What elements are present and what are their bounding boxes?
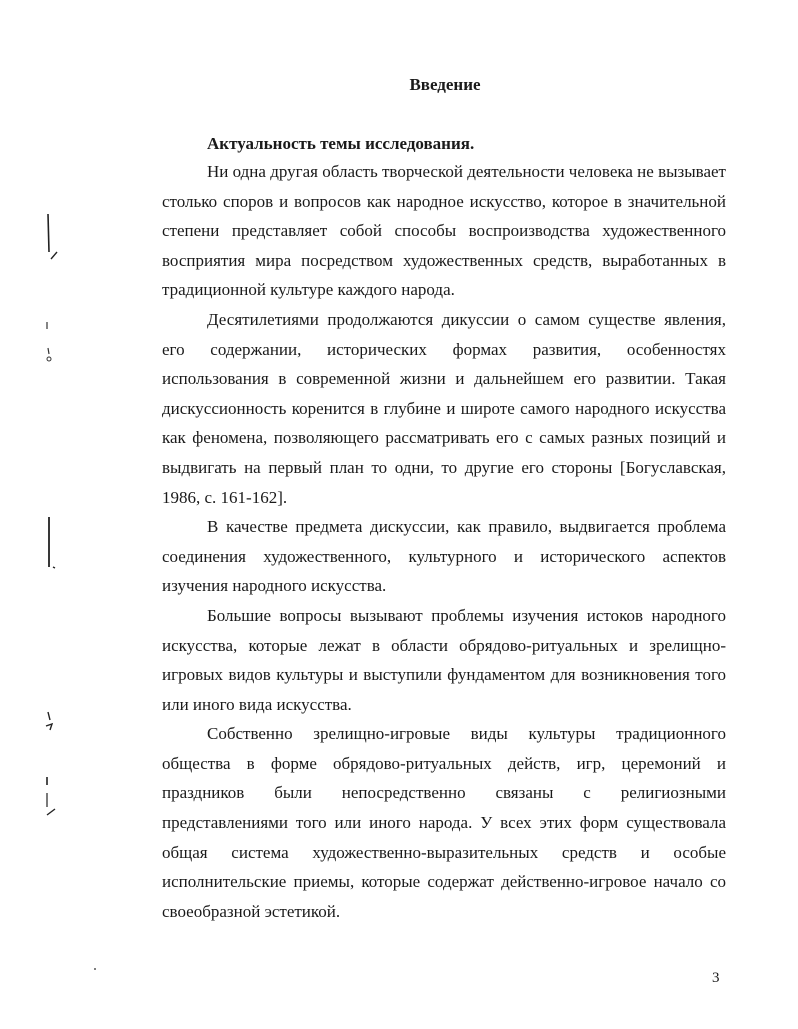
section-heading: Актуальность темы исследования.	[207, 134, 475, 153]
paragraph: Ни одна другая область творческой деятельности человека не вызывает столько споров и вопросов как народное искусство, которое в значительной степени представляет собой способы воспроизводства художественного восприятия мира посредством художественных средств, выработанных в традиционной культуре каждого народа.	[162, 162, 726, 300]
scan-mark-icon	[42, 775, 62, 835]
page-title: Введение	[409, 75, 481, 94]
scan-mark-icon	[44, 212, 64, 262]
paragraph: Большие вопросы вызывают проблемы изучения истоков народного искусства, которые лежат в области обрядово-ритуальных и зрелищно-игровых видов культуры и выступили фундаментом для возникновения того или иного вида искусства.	[162, 605, 726, 714]
scan-mark-icon	[42, 320, 62, 366]
paragraph: В качестве предмета дискуссии, как правило, выдвигается проблема соединения художественного, культурного и исторического аспектов изучения народного искусства.	[162, 517, 726, 596]
scan-dot-icon	[92, 966, 98, 972]
scan-mark-icon	[42, 710, 62, 732]
paragraph: Собственно зрелищно-игровые виды культуры традиционного общества в форме обрядово-ритуальных действ, игр, церемоний и праздников были непосредственно связаны с религиозными представлениями того или иного народа. У всех этих форм существовала общая система художественно-выразительных средств и особые исполнительские приемы, которые содержат действенно-игровое начало со своеобразной эстетикой.	[162, 724, 726, 921]
paragraph: Десятилетиями продолжаются дикуссии о самом существе явления, его содержании, исторических формах развития, особенностях использования в современной жизни и дальнейшем его развитии. Такая дискуссионность коренится в глубине и широте самого народного искусства как феномена, позволяющего рассматривать его с самых разных позиций и выдвигать на первый план то одни, то другие его стороны [Богуславская, 1986, с. 161-162].	[162, 309, 726, 507]
body-text	[162, 157, 726, 926]
scan-mark-icon	[44, 515, 64, 571]
page-number: 3	[712, 970, 720, 986]
